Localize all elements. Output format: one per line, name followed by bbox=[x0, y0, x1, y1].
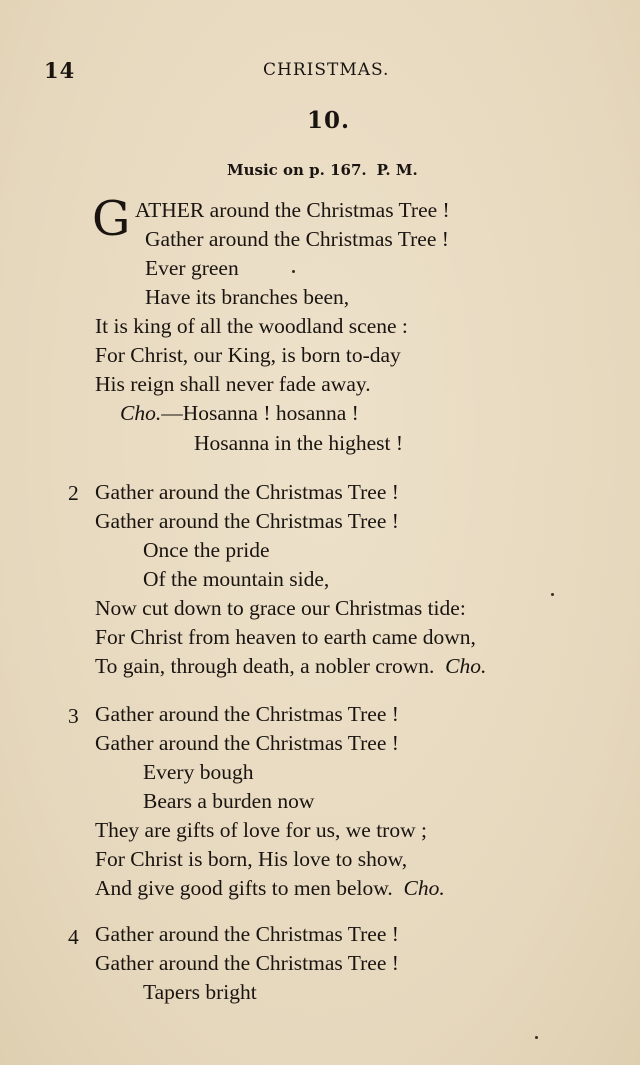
stanza3-line3: Every bough bbox=[143, 760, 254, 784]
stanza3-line1: Gather around the Christmas Tree ! bbox=[95, 702, 399, 726]
stanza4-line2: Gather around the Christmas Tree ! bbox=[95, 951, 399, 975]
stanza4-line1: Gather around the Christmas Tree ! bbox=[95, 922, 399, 946]
drop-cap: G bbox=[92, 191, 131, 247]
stanza1-line6: For Christ, our King, is born to-day bbox=[95, 343, 401, 367]
stanza1-line3: Ever green bbox=[145, 256, 239, 280]
stanza2-line2: Gather around the Christmas Tree ! bbox=[95, 509, 399, 533]
stanza4-line3: Tapers bright bbox=[143, 980, 257, 1004]
page-number: 14 bbox=[44, 58, 76, 83]
stanza2-number: 2 bbox=[68, 481, 79, 505]
hymn-number: 10. bbox=[307, 107, 351, 134]
stanza2-cho: Cho. bbox=[445, 654, 487, 678]
stanza3-line2: Gather around the Christmas Tree ! bbox=[95, 731, 399, 755]
paper-speck bbox=[535, 1036, 538, 1039]
stanza3-line6: For Christ is born, His love to show, bbox=[95, 847, 408, 871]
chorus-line1 bbox=[120, 401, 359, 426]
stanza2-line7 bbox=[95, 654, 486, 679]
stanza1-line2: Gather around the Christmas Tree ! bbox=[145, 227, 449, 251]
stanza4-number: 4 bbox=[68, 925, 79, 949]
stanza1-line7: His reign shall never fade away. bbox=[95, 372, 371, 396]
stanza3-line4: Bears a burden now bbox=[143, 789, 315, 813]
stanza1-line1: ATHER around the Christmas Tree ! bbox=[135, 198, 450, 222]
stanza1-line4: Have its branches been, bbox=[145, 285, 350, 309]
stanza2-line7-text: To gain, through death, a nobler crown. bbox=[95, 654, 435, 678]
music-note: Music on p. 167. bbox=[227, 161, 367, 179]
stanza2-line1: Gather around the Christmas Tree ! bbox=[95, 480, 399, 504]
stanza3-line5: They are gifts of love for us, we trow ; bbox=[95, 818, 427, 842]
music-reference bbox=[227, 161, 418, 179]
meter: P. M. bbox=[376, 161, 418, 179]
stanza3-cho: Cho. bbox=[403, 876, 445, 900]
stanza2-line3: Once the pride bbox=[143, 538, 270, 562]
stanza2-line5: Now cut down to grace our Christmas tide: bbox=[95, 596, 466, 620]
stanza3-line7-text: And give good gifts to men below. bbox=[95, 876, 393, 900]
running-title: CHRISTMAS. bbox=[263, 60, 390, 80]
stanza3-number: 3 bbox=[68, 704, 79, 728]
chorus-text: —Hosanna ! hosanna ! bbox=[161, 401, 359, 425]
paper-speck bbox=[292, 270, 295, 273]
stanza2-line6: For Christ from heaven to earth came down, bbox=[95, 625, 476, 649]
chorus-label: Cho. bbox=[120, 401, 162, 425]
stanza1-line5: It is king of all the woodland scene : bbox=[95, 314, 408, 338]
chorus-line2: Hosanna in the highest ! bbox=[194, 431, 403, 455]
stanza3-line7 bbox=[95, 876, 445, 901]
paper-speck bbox=[551, 593, 554, 596]
stanza2-line4: Of the mountain side, bbox=[143, 567, 330, 591]
